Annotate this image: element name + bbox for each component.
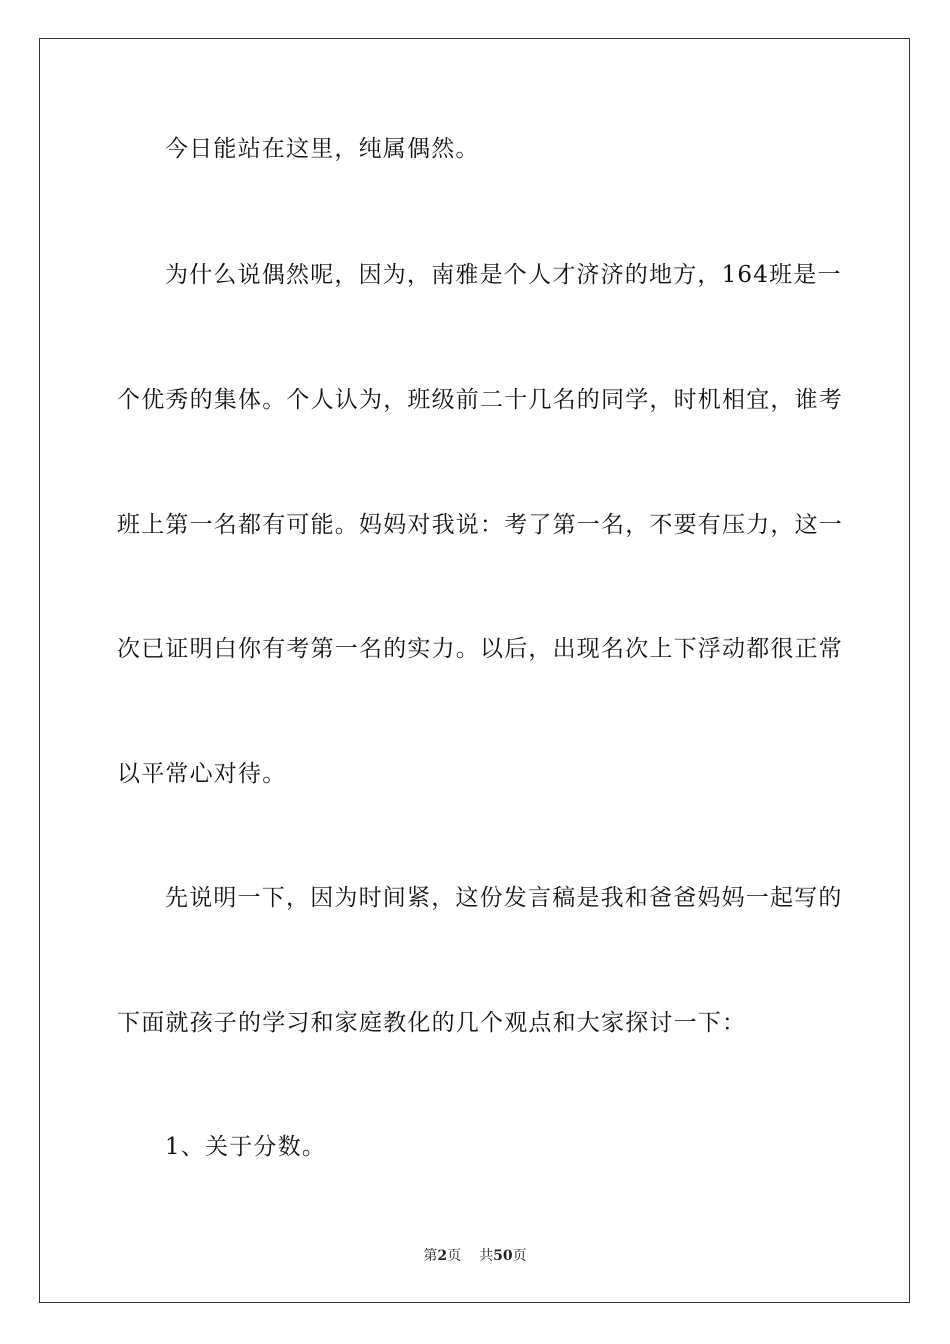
paragraph-line: 下面就孩子的学习和家庭教化的几个观点和大家探讨一下： xyxy=(117,1010,747,1036)
footer-page-prefix: 第 xyxy=(423,1248,438,1264)
footer-page-number: 2 xyxy=(437,1248,448,1264)
paragraph-line: 以平常心对待。 xyxy=(117,761,287,787)
paragraph-line: 个优秀的集体。个人认为，班级前二十几名的同学，时机相宜，谁考 xyxy=(117,387,843,413)
paragraph-line: 1、关于分数。 xyxy=(165,1134,327,1160)
footer-page-suffix: 页 xyxy=(447,1248,462,1264)
paragraph-line: 为什么说偶然呢，因为，南雅是个人才济济的地方，164班是一 xyxy=(165,262,842,288)
footer-total-pages: 50 xyxy=(493,1248,513,1264)
page-frame xyxy=(39,38,910,1303)
footer-total-prefix: 共 xyxy=(479,1248,494,1264)
paragraph-line: 班上第一名都有可能。妈妈对我说：考了第一名，不要有压力，这一 xyxy=(117,512,843,538)
paragraph-line: 先说明一下，因为时间紧，这份发言稿是我和爸爸妈妈一起写的 xyxy=(165,885,843,911)
page-footer xyxy=(0,1247,950,1265)
paragraph-line: 次已证明白你有考第一名的实力。以后，出现名次上下浮动都很正常 xyxy=(117,636,843,662)
paragraph-line: 今日能站在这里，纯属偶然。 xyxy=(165,136,480,162)
footer-total-suffix: 页 xyxy=(512,1248,527,1264)
